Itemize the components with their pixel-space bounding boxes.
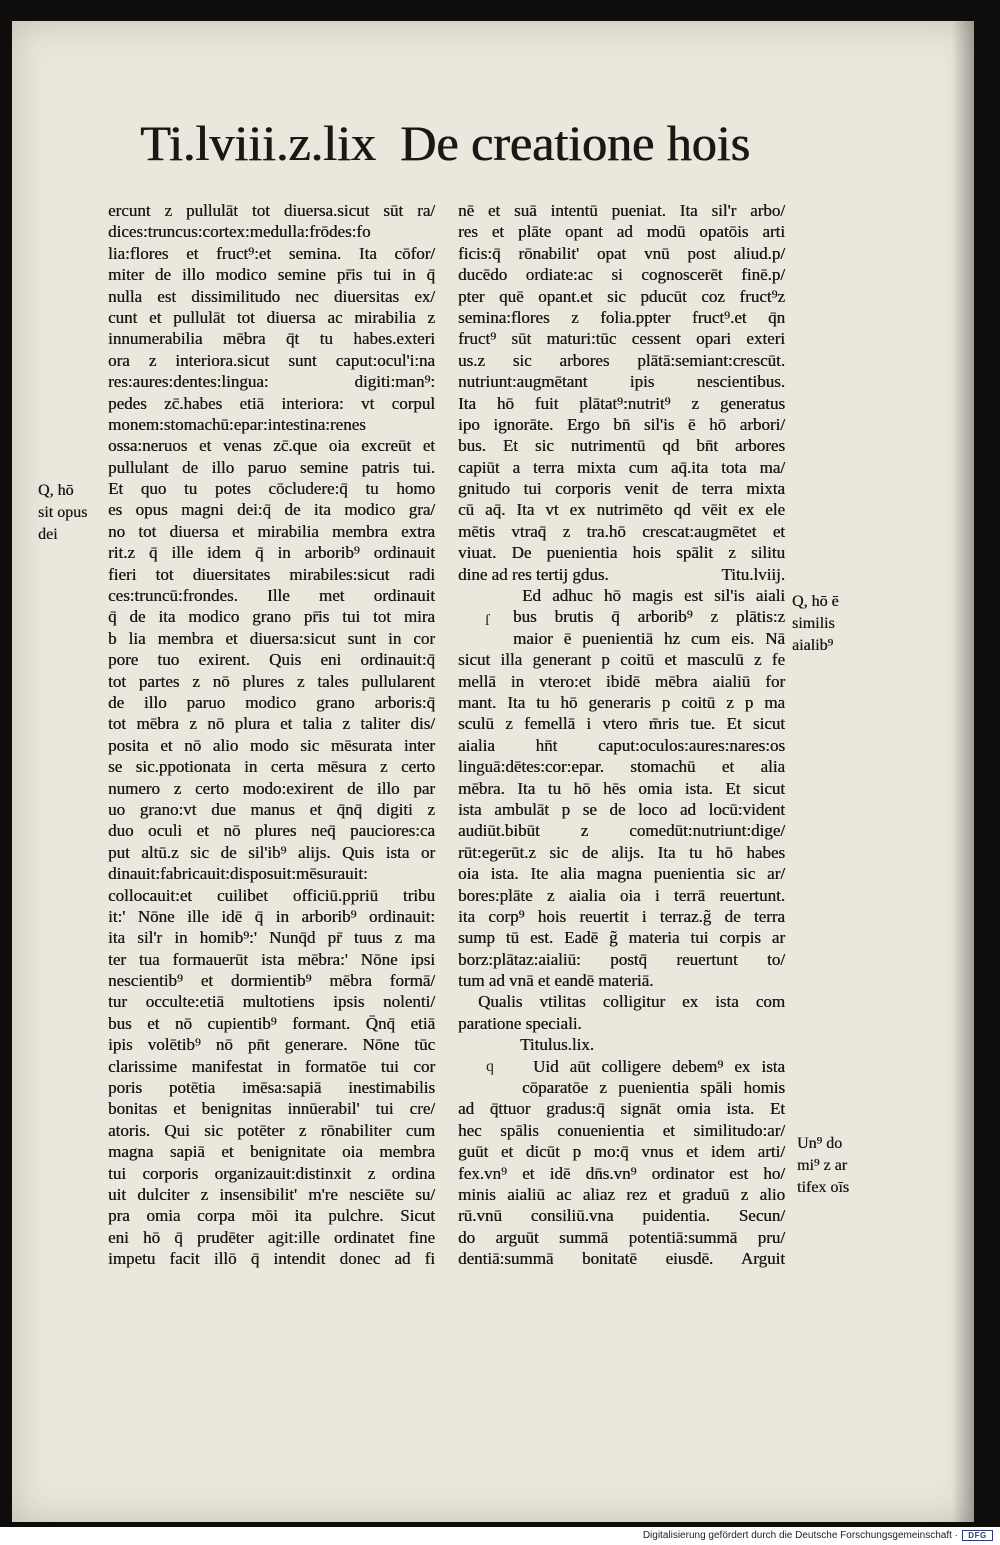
text-line: dices:truncus:cortex:medulla:frōdes:fo (108, 222, 371, 242)
margin-note-line: mi⁹ z ar (797, 1157, 847, 1174)
text-line: ercunt z pullulāt tot diuersa.sicut sūt ra/ (108, 201, 436, 220)
text-line: guūt et dicūt p mo:q̄ vnus et idem arti/ (458, 1142, 785, 1162)
text-line: poris potētia imēsa:sapiā inestimabilis (108, 1078, 436, 1098)
text-line: bonitas et benignitas innūerabil' tui cre/ (108, 1099, 436, 1119)
text-line: dinauit:fabricauit:disposuit:mēsurauit: (108, 864, 368, 884)
text-line: tot partes z nō plures z tales pullularent (108, 671, 435, 691)
text-line: cōparatōe z puenientia spāli homis (522, 1078, 786, 1098)
text-line: ducēdo ordiate:ac si cognoscerēt finē.p/ (458, 265, 786, 285)
text-line: q̄ de ita modico grano pr̄is tui tot mira (108, 607, 435, 627)
text-line: miter de illo modico semine pr̄is tui in q̄ (108, 265, 435, 285)
text-line: mētis vtraq̄ z tra.hō crescat:augmētet et (458, 521, 786, 541)
text-line: b lia membra et diuersa:sicut sunt in cor (108, 628, 435, 648)
margin-note (797, 1133, 849, 1199)
text-line: nutriunt:augmētant ipis nescientibus. (458, 372, 785, 392)
running-head-title: De creatione hois (400, 115, 750, 171)
text-line: numero z certo modo:exirent de illo par (108, 778, 435, 798)
text-line: uo grano:vt due manus et q̄nq̄ digiti z (108, 799, 435, 819)
text-line: ficis:q̄ rōnabilit' opat vnū post aliud.p/ (458, 243, 785, 263)
text-line: nē et suā intentū pueniat. Ita sil'r arbo/ (458, 201, 786, 220)
text-line: pedes zc̄.habes etiā interiora: vt corpul (108, 393, 435, 413)
text-line: cunt et pullulāt tot diuersa ac mirabilia z (108, 307, 435, 327)
running-head-chapters: Ti.lviii.z.lix (140, 115, 376, 171)
text-line: pra omia corpa mōi ita pulchre. Sicut (108, 1206, 436, 1226)
text-line: minis aialiū ac aliaz rez et graduū z alio (458, 1184, 786, 1204)
text-line: viuat. De puenientia hois spālit z silitu (458, 543, 785, 563)
text-line: monem:stomachū:epar:intestina:renes (108, 414, 366, 434)
text-line: clarissime manifestat in formatōe tui cor (108, 1056, 436, 1076)
text-line: gnitudo tui corporis venit de terra mixta (458, 479, 785, 499)
text-line: sump tū est. Eadē g̃ materia tui corpis ar (458, 928, 786, 948)
text-line: es opus magni dei:q̄ de ita modico gra/ (108, 500, 436, 520)
text-line: audiūt.bibūt z comedūt:nutriunt:dige/ (458, 821, 785, 841)
text-line: tui corporis organizauit:distinxit z ordina (108, 1163, 436, 1183)
text-line: nulla est dissimilitudo nec diuersitas ex/ (108, 286, 435, 306)
text-line: sculū z femellā i vtero m̄ris tue. Et sicut (458, 714, 785, 734)
text-line: pter quē opant.et sic pducūt coz fruct⁹z (458, 286, 785, 306)
text-line: dine ad res tertij gdus. (458, 564, 609, 584)
text-line: no tot diuersa et mirabilia membra extra (108, 521, 435, 541)
text-line: bores:plāte z aialia oia i terrā reuertunt. (458, 885, 785, 905)
text-line: ter tua formauerūt ista mēbra:' Nōne ipsi (108, 949, 435, 969)
section-heading-line: Qualis vtilitas colligitur ex ista com (478, 992, 786, 1012)
text-line: oia ista. Ite alia magna puenientia sic ar/ (458, 864, 785, 884)
text-line: tur occulte:etiā multotiens ipsis nolenti/ (108, 992, 435, 1012)
text-line: fieri tot diuersitates mirabiles:sicut radi (108, 564, 436, 584)
text-line: rū.vnū consiliū.vna puidentia. Secun/ (458, 1206, 785, 1226)
margin-note-line: dei (38, 526, 58, 543)
text-line: de illo paruo modico grano arboris:q̄ (108, 692, 435, 712)
text-line: sicut illa generant p coitū et masculū z fe (458, 650, 785, 670)
text-line: rūt:egerūt.z sic de alijs. Ita tu hō habes (458, 842, 786, 862)
text-line: mant. Ita tu hō generaris p coitū z p ma (458, 692, 785, 712)
guide-letter: q (486, 1058, 494, 1075)
text-line: ita sil'r in homib⁹:' Nunq̄d pr̄ tuus z ma (108, 928, 436, 948)
text-line: res:aures:dentes:lingua: digiti:man⁹: (108, 372, 435, 392)
margin-note (792, 591, 839, 657)
text-line: se sic.ppotionata in certa mēsura z certo (108, 757, 435, 777)
text-line: rit.z q̄ ille idem q̄ in arborib⁹ ordinauit (108, 543, 436, 563)
text-line: tum ad vnā et eandē materiā. (458, 971, 654, 991)
text-line: Ita hō fuit plātat⁹:nutrit⁹ z generatus (458, 393, 785, 413)
text-line: ita corp⁹ hois reuertit i terraz.g̃ de terra (458, 906, 785, 926)
text-line: ces:truncū:frondes. Ille met ordinauit (108, 586, 435, 606)
text-line: posita et nō alio modo sic mēsurata inter (108, 735, 435, 755)
guide-letter: ſ (485, 612, 490, 629)
text-line: innumerabilia mēbra q̄t tu habes.exteri (108, 329, 435, 349)
text-line: impetu facit illō q̄ intendit donec ad fi (108, 1249, 436, 1269)
text-line: ossa:neruos et venas zc̄.que oia excreūt et (108, 436, 436, 456)
text-line: magna sapiā et benignitate oia membra (108, 1142, 436, 1162)
text-line: collocauit:et cuilibet officiū.ppriū tribu (108, 885, 435, 905)
text-line: tot mēbra z nō plura et talia z taliter dis/ (108, 714, 435, 734)
dfg-logo: DFG (962, 1530, 993, 1541)
text-line: bus et nō cupientib⁹ formant. Q̄nq̄ etiā (108, 1013, 436, 1033)
text-line: pullulant de illo paruo semine patris tui. (108, 457, 435, 477)
text-line-with-heading (458, 564, 785, 585)
text-line: put altū.z sic de sil'ib⁹ alijs. Quis ista or (108, 842, 435, 862)
text-line: do arguūt summā potentiā:summā pru/ (458, 1227, 786, 1247)
chapter-heading: Titulus.lix. (520, 1035, 595, 1055)
text-line: us.z sic arbores plātā:semiant:crescūt. (458, 350, 785, 370)
text-line: semina:flores z folia.ppter fruct⁹.et q̄n (458, 307, 785, 327)
margin-note-line: tifex oīs (797, 1179, 849, 1196)
text-line: duo oculi et nō plures neq̄ pauciores:ca (108, 821, 435, 841)
margin-note-line: sit opus (38, 504, 88, 521)
text-line: maior ē puenientiā hz cum eis. Nā (513, 628, 785, 648)
text-line: ipis volētib⁹ nō pn̄t generare. Nōne tūc (108, 1035, 436, 1055)
margin-note-line: Q, hō (38, 482, 74, 499)
page-edge-shadow (952, 21, 974, 1522)
margin-note-line: similis (792, 615, 835, 632)
margin-note-line: Un⁹ do (797, 1135, 843, 1152)
text-line: linguā:dētes:cor:epar. stomachū et alia (458, 757, 785, 777)
text-line: bus. Et sic nutrimentū qd bn̄t arbores (458, 436, 785, 456)
text-line: hec spālis conuenientia et similitudo:ar/ (458, 1120, 786, 1140)
viewer-footer (0, 1527, 1000, 1545)
text-line: lia:flores et fruct⁹:et semina. Ita cōfor/ (108, 243, 436, 263)
text-line: Uid aūt colligere debem⁹ ex ista (533, 1056, 785, 1076)
text-line: ad q̄ttuor gradus:q̄ signāt omia ista. Et (458, 1099, 786, 1119)
text-line: aialia hn̄t caput:oculos:aures:nares:os (458, 735, 785, 755)
text-line: pore tuo exirent. Quis eni ordinauit:q̄ (108, 650, 435, 670)
text-line: mēbra. Ita tu hō hēs omia ista. Et sicut (458, 778, 786, 798)
text-line: fex.vn⁹ et idē dn̄s.vn⁹ ordinator est ho/ (458, 1163, 786, 1183)
text-line: cū aq̄. Ita vt ex nutrimēto qd vēit ex ele (458, 500, 785, 520)
text-line: capiūt a terra mixta cum aq̄.ita tota ma/ (458, 457, 785, 477)
text-line: atoris. Qui sic potēter z rōnabiliter cum (108, 1120, 435, 1140)
text-line: it:' Nōne ille idē q̄ in arborib⁹ ordinauit: (108, 906, 436, 926)
text-line: Ed adhuc hō magis est sil'is aiali (522, 586, 786, 606)
text-line: mellā in vtero:et ibidē mēbra aialiū for (458, 671, 786, 691)
text-line: nescientib⁹ et dormientib⁹ mēbra formā/ (108, 971, 435, 991)
text-line: borz:plātaz:aialiū: postq̄ reuertunt to/ (458, 949, 786, 969)
margin-note (38, 480, 87, 546)
margin-note-line: aialib⁹ (792, 637, 834, 654)
section-heading-line: paratione speciali. (458, 1013, 582, 1033)
funding-credit: Digitalisierung gefördert durch die Deutsche Forschungsgemeinschaft · (642, 1530, 958, 1541)
chapter-heading: Titu.lviij. (721, 564, 785, 584)
left-text-column (108, 200, 435, 1270)
right-text-column (458, 200, 785, 1270)
text-line: bus brutis q̄ arborib⁹ z plātis:z (513, 607, 786, 627)
text-line: dentiā:summā bonitatē eiusdē. Arguit (458, 1249, 785, 1269)
text-line: ipo ignorāte. Ergo bn̄ sil'is ē hō arbori/ (458, 414, 786, 434)
text-line: eni hō q̄ prudēter agit:ille ordinatet fine (108, 1227, 436, 1247)
text-line: ista ambulāt p se de loco ad locū:vident (458, 799, 786, 819)
text-line: res et plāte opant ad modū opatōis arti (458, 222, 786, 242)
text-line: uit dulciter z insensibilit' m're nesciēte su/ (108, 1184, 435, 1204)
text-line: Et quo tu potes cōcludere:q̄ tu homo (108, 479, 435, 499)
margin-note-line: Q, hō ē (792, 593, 839, 610)
text-line: ora z interiora.sicut sunt caput:ocul'i:na (108, 350, 435, 370)
text-line: fruct⁹ sūt maturi:tūc cessent opari exteri (458, 329, 785, 349)
